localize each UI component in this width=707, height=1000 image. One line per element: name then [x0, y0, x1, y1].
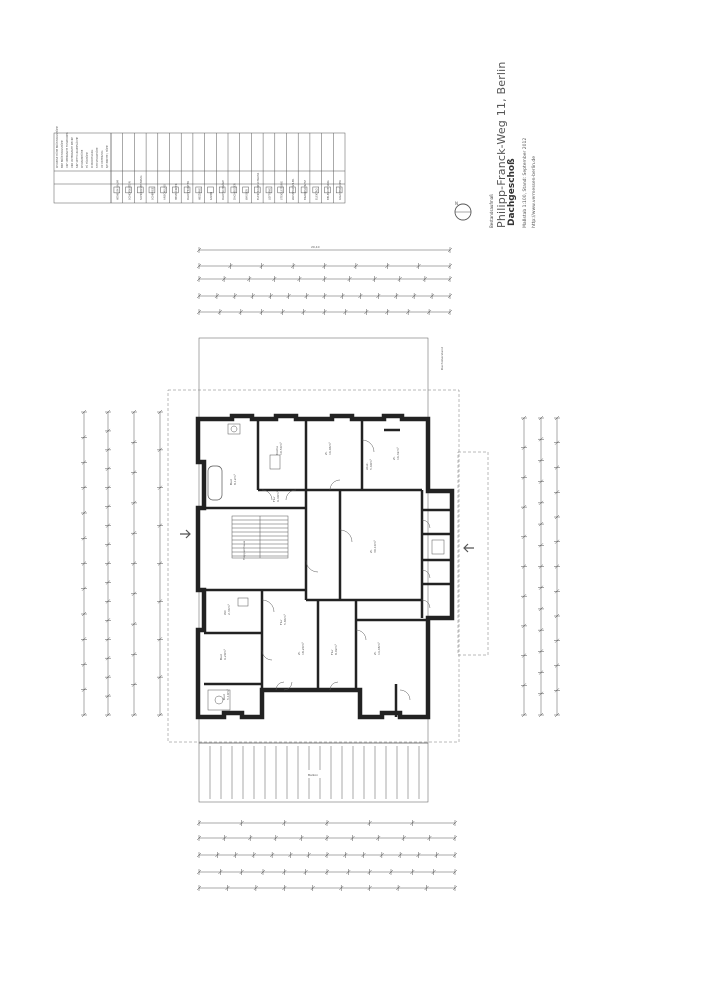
room-area: 14,48m² — [377, 642, 381, 655]
room-area: 6,40m² — [276, 491, 280, 502]
legend-abbreviation: BRH BRÜSTUNGSHÖHE — [61, 140, 64, 168]
legend-entry: STEIGLEITUNG — [280, 181, 284, 200]
legend-abbreviation: RH REINE HÖHE BRÜSTUNGSHÖHE — [56, 126, 59, 168]
dimension-chains-left — [81, 410, 163, 717]
room-label: Flur — [272, 496, 276, 502]
legend-entry: ELEKTROANSCHLUSS — [257, 172, 261, 200]
building-walls — [198, 416, 452, 717]
room-area: 5,10m² — [226, 689, 230, 700]
interior-walls — [204, 419, 452, 717]
legend-entry: SCHORNSTEIN — [128, 181, 132, 200]
room-area: 8,12m² — [233, 474, 237, 485]
room-area: 2,34m² — [227, 604, 231, 615]
legend-abbreviation: UZ UNTERZUG — [101, 150, 104, 168]
dimension-chains-top — [197, 245, 452, 315]
legend-abbreviation: D DURCHGANG — [91, 149, 94, 168]
room-area: 5,60m² — [369, 459, 373, 470]
room-area: 8,02m² — [334, 644, 338, 655]
legend-entry: SCHORNSTEINZUG — [140, 175, 144, 200]
room-area: 5,84m² — [283, 614, 287, 625]
north-arrow-icon — [455, 201, 471, 220]
legend-abbreviation: NRF NETTO-RAUMFLÄCHE — [76, 137, 79, 168]
legend-abbreviation: RH RAUMHÖHE — [81, 149, 84, 168]
room-area: 30,10m² — [373, 540, 377, 553]
balcony — [199, 743, 428, 802]
legend-abbreviation: UKD UNTERKANTE DECKE — [71, 137, 74, 168]
room-label: Zi. — [324, 451, 328, 455]
legend-entry: WASSER — [245, 189, 249, 200]
office-label: Bestandsaufmaß — [489, 194, 494, 228]
balcony-label: Balkon — [308, 773, 319, 777]
legend-entry: HEIZKÖRPER — [175, 183, 179, 200]
room-label: Zi. — [373, 651, 377, 655]
room-label: Zi. — [392, 456, 396, 460]
legend-entry: WASSERZÄHLER — [292, 178, 296, 200]
room-label: Flur — [330, 649, 334, 655]
legend-entry: ANSCHLUSS — [163, 184, 167, 200]
room-label: Bad — [229, 479, 233, 485]
legend-entry: KAMIN — [210, 191, 214, 200]
room-label: Treppenhaus — [242, 540, 246, 560]
room-area: 16,06m² — [328, 442, 332, 455]
scale-date-label: Maßstab 1:100, Stand: September 2012 — [523, 137, 528, 228]
floor-title: Dachgeschoß — [507, 158, 517, 226]
room-label: Bad — [219, 654, 223, 660]
roof-overhang — [168, 338, 488, 743]
legend-entry: HEIZUNG — [198, 188, 202, 200]
dimension-chains-right — [521, 416, 560, 717]
room-label: WC — [223, 609, 227, 615]
total-dimension-label: 20,10 — [311, 245, 320, 249]
legend-entry: SCHRÄGE — [151, 187, 155, 200]
legend-entry: DACHSCHRÄGE — [221, 180, 225, 200]
room-label: Bad — [222, 694, 226, 700]
room-label: Zi. — [369, 549, 373, 553]
room-area: 18,20m² — [301, 642, 305, 655]
legend-entry: HÖHE IM RAUM — [116, 180, 120, 200]
staircase — [232, 516, 288, 558]
svg-text:N: N — [455, 201, 458, 206]
overhang-label: Dachüberstand — [440, 347, 444, 370]
legend-entry: BELEUCHTUNG — [327, 180, 331, 200]
legend-abbreviation: TÜ TÜRHÖHE — [86, 152, 89, 168]
legend-entry: DACHBODEN — [233, 183, 237, 200]
legend-entry: LÜFTUNG — [268, 187, 272, 200]
legend-columns — [111, 133, 342, 203]
legend-abbreviations — [56, 126, 109, 168]
legend-abbreviation: B/H BREITE / HÖHE — [106, 145, 109, 168]
room-label: Küche — [275, 445, 279, 455]
room-area: 16,32m² — [396, 447, 400, 460]
legend-table — [54, 126, 345, 203]
room-area: 10,50m² — [279, 442, 283, 455]
legend-entry: DACHFENSTER — [186, 180, 190, 200]
website-link[interactable]: http://www.vermessen-berlin.de — [532, 155, 537, 228]
legend-abbreviation: STH STURZHÖHE — [96, 147, 99, 168]
legend-entry: ELEKTRO — [315, 188, 319, 200]
legend-entry: BRANDSCHUTZ — [303, 180, 307, 200]
doors — [262, 440, 430, 700]
room-label: Flur — [279, 619, 283, 625]
room-area: 6,20m² — [223, 649, 227, 660]
room-labels — [219, 441, 400, 700]
dimension-chains-bottom — [197, 820, 457, 891]
legend-abbreviation: OKF OBERKANTE FUSSBODEN — [66, 132, 69, 168]
room-label: Zi. — [297, 651, 301, 655]
address-title: Philipp-Franck-Weg 11, Berlin — [495, 61, 508, 228]
sanitary-fixtures — [208, 424, 444, 710]
legend-entry: RAUCHMELDER — [338, 180, 342, 200]
room-label: Abst. — [365, 462, 369, 470]
